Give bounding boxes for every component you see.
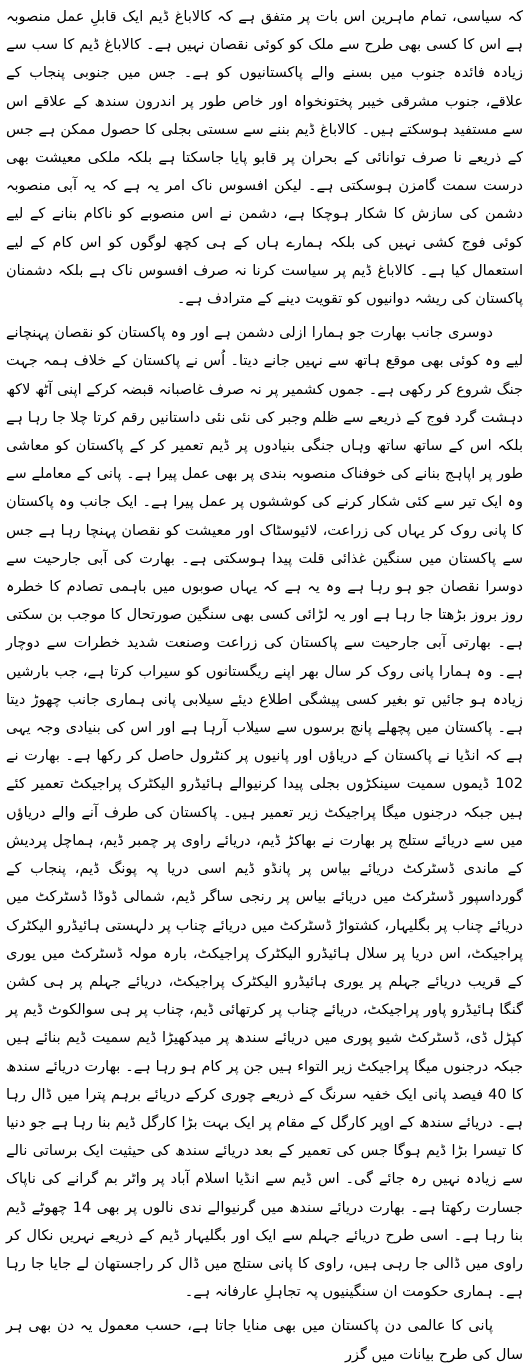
paragraph-indian-water-aggression: دوسری جانب بھارت جو ہمارا ازلی دشمن ہے اور وہ پاکستان کو نقصان پہنچانے لیے وہ کوئی بھی موقع ہاتھ سے نہیں جانے دیتا۔ اُس نے پاکستان کے خلاف ہمہ جہت جنگ شروع کر رکھی ہے۔ جموں کشمیر پر نہ صرف غاصبانہ قبضہ کرکے اپنی آٹھ لاکھ دہشت گرد فوج کے ذریعے سے ظلم وجبر کی نئی نئی داستانیں رقم کرتا چلا جا رہا ہے بلکہ اس کے ساتھ ساتھ وہاں جنگی بنیادوں پر ڈیم تعمیر کر کے پاکستان کو معاشی طور پر اپاہج بنانے کی خوفناک منصوبہ بندی پر بھی عمل پیرا ہے۔ پانی کے معاملے سے وہ ایک تیر سے کئی شکار کرنے کی کوششوں پر عمل پیرا ہے۔ ایک جانب وہ پاکستان کا پانی روک کر یہاں کی زراعت، لائیوسٹاک اور معیشت کو نقصان پہنچا رہا ہے جس سے پاکستان میں سنگین غذائی قلت پیدا ہوسکتی ہے۔ بھارت کی آبی جارحیت سے دوسرا نقصان جو ہو رہا ہے وہ یہ ہے کہ یہاں صوبوں میں باہمی تصادم کا خطرہ روز بروز بڑھتا جا رہا ہے اور یہ لڑائی کسی بھی سنگین صورتحال کا موجب بن سکتی ہے۔ بھارتی آبی جارحیت سے پاکستان کی زراعت وصنعت شدید خطرات سے دوچار ہے۔ وہ ہمارا پانی روک کر سال بھر اپنے ریگستانوں کو سیراب کرتا ہے، جب بارشیں زیادہ ہو جائیں تو بغیر کسی پیشگی اطلاع دیئے سیلابی پانی ہماری جانب چھوڑ دیتا ہے۔ پاکستان میں پچھلے پانچ برسوں سے سیلاب آرہا ہے اور اس کی بنیادی وجہ یہی ہے کہ انڈیا نے پاکستان کے دریاؤں اور پانیوں پر کنٹرول حاصل کر رکھا ہے۔ بھارت نے 102 ڈیموں سمیت سینکڑوں بجلی پیدا کرنیوالے ہائیڈرو الیکٹرک پراجیکٹ تعمیر کئے ہیں جبکہ درجنوں میگا پراجیکٹ زیر تعمیر ہیں۔ پاکستان کی طرف آنے والے دریاؤں میں سے دریائے ستلج پر بھارت نے بھاکڑ ڈیم، دریائے راوی پر چمبر ڈیم، ہماچل پردیش کے ماندی ڈسٹرکٹ دریائے بیاس پر پانڈو ڈیم اسی دریا پہ پونگ ڈیم، پنجاب کے گورداسپور ڈسٹرکٹ میں دریائے بیاس پر رنجی ساگر ڈیم، شمالی ڈوڈا ڈسٹرکٹ میں دریائے چناب پر بگلیہار، کشتواڑ ڈسٹرکٹ میں دریائے چناب پر دلہستی ہائیڈرو الیکٹرک پراجیکٹ، اس دریا پر سلال ہائیڈرو الیکٹرک پراجیکٹ، بارہ مولہ ڈسٹرکٹ میں یوری کے قریب دریائے جہلم پر یوری ہائیڈرو الیکٹرک پراجیکٹ، دریائے جہلم پر ہی کشن گنگا ہائیڈرو پاور پراجیکٹ، دریائے چناب پر کرتھائی ڈیم، چناب پر ہی سوالکوٹ ڈیم پر کپڑل ڈی، ڈسٹرکٹ شیو پوری میں دریائے سندھ پر میدکھیڑا ڈیم سمیت ڈیم بنائے ہیں جبکہ درجنوں میگا پراجیکٹ زیر التواء ہیں جن پر کام ہو رہا ہے۔ بھارت دریائے سندھ کا 40 فیصد پانی ایک خفیہ سرنگ کے ذریعے چوری کرکے دریائے برہم پترا میں ڈال رہا ہے۔ دریائے سندھ کے اوپر کارگل کے مقام پر ایک بہت بڑا کارگل ڈیم بنا رہا ہے جو دنیا کا تیسرا بڑا ڈیم ہوگا جس کی تعمیر کے بعد دریائے سندھ کی حیثیت ایک برساتی نالے سے زیادہ نہیں رہ جائے گی۔ اس ڈیم سے انڈیا اسلام آباد پر واٹر بم گرانے کی ناپاک جسارت رکھتا ہے۔ بھارت دریائے سندھ میں گرنیوالے ندی نالوں پر بھی 14 چھوٹے ڈیم بنا رہا ہے۔ اسی طرح دریائے جہلم سے ایک اور بگلیہار ڈیم کے ذریعے نہریں نکال کر راوی میں ڈالی جا رہی ہیں، راوی کا پانی ستلج میں ڈال کر راجستھان لے جایا جا رہا ہے۔ ہماری حکومت ان سنگینیوں پہ تجاہلِ عارفانہ ہے۔ <box>6 325 524 1301</box>
paragraph-world-water-day: پانی کا عالمی دن پاکستان میں بھی منایا جاتا ہے، حسب معمول یہ دن بھی ہر سال کی طرح بیانات میں گزر <box>6 1318 523 1363</box>
paragraph-kalabagh-dam: کہ سیاسی، تمام ماہرین اس بات پر متفق ہے کہ کالاباغ ڈیم ایک قابلِ عمل منصوبہ ہے اس کا کسی بھی طرح سے ملک کو کوئی نقصان نہیں ہے۔ کالاباغ ڈیم کا سب سے زیادہ فائدہ جنوب میں بسنے والے پاکستانیوں کو ہے۔ جس میں جنوبی پنجاب کے علاقے، جنوب مشرقی خیبر پختونخواہ اور خاص طور پر اندرون سندھ کے علاقے اس سے مستفید ہوسکتے ہیں۔ کالاباغ ڈیم بننے سے سستی بجلی کا حصول ممکن ہے جس کے ذریعے نا صرف توانائی کے بحران پر قابو پایا جاسکتا ہے بلکہ ملکی معیشت بھی درست سمت گامزن ہوسکتی ہے۔ لیکن افسوس ناک امر یہ ہے کہ یہ آبی منصوبہ دشمن کی سازش کا شکار ہوچکا ہے، دشمن نے اس منصوبے کو ناکام بنانے کے لیے کوئی فوج کشی نہیں کی بلکہ ہمارے ہاں کے ہی کچھ لوگوں کو اس کام کے لیے استعمال کیا ہے۔ کالاباغ ڈیم پر سیاست کرنا نہ صرف افسوس ناک ہے بلکہ دشمنان پاکستان کی ریشہ دوانیوں کو تقویت دینے کے مترادف ہے۔ <box>6 9 523 308</box>
